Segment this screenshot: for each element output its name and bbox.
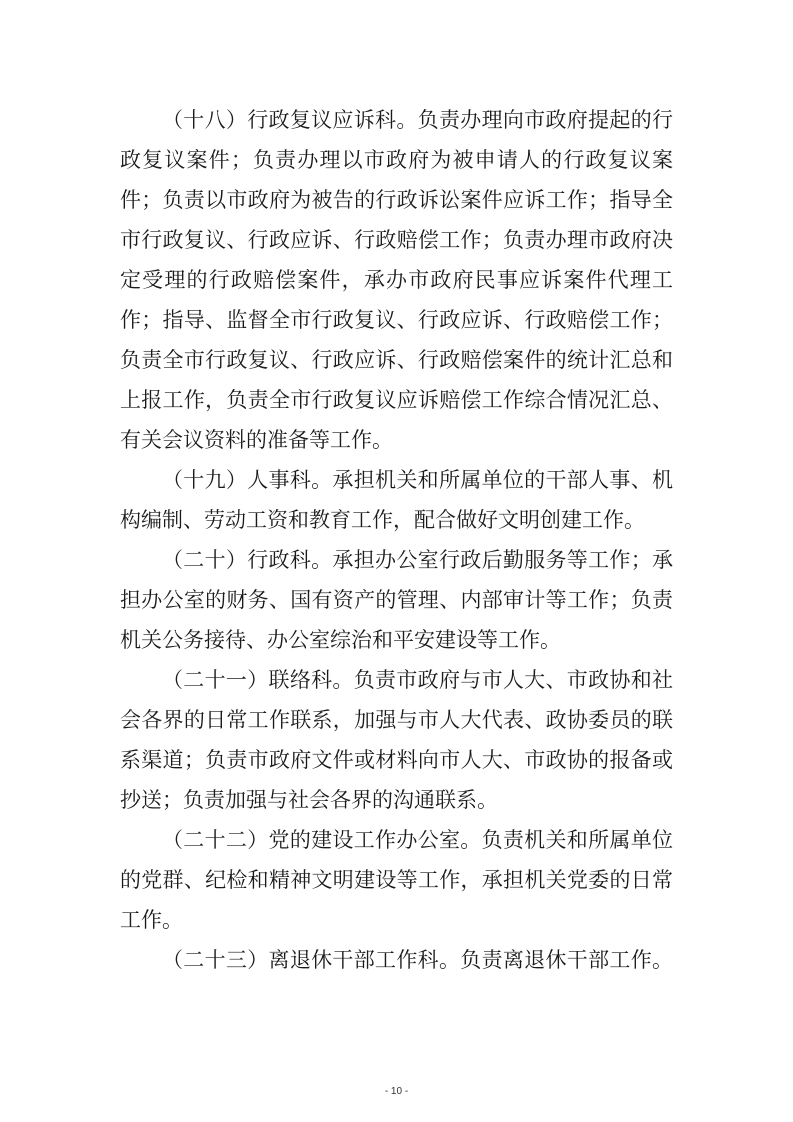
paragraph-18-line-2: 政复议案件；负责办理以市政府为被申请人的行政复议案: [120, 148, 673, 172]
paragraph-18-line-6: 作；指导、监督全市行政复议、行政应诉、行政赔偿工作；: [120, 308, 673, 332]
paragraph-21-line-4: 抄送；负责加强与社会各界的沟通联系。: [120, 788, 498, 812]
paragraph-20-line-1: （二十）行政科。承担办公室行政后勤服务等工作；承: [162, 548, 673, 572]
paragraph-18-line-5: 定受理的行政赔偿案件，承办市政府民事应诉案件代理工: [120, 268, 673, 292]
page-number: - 10 -: [384, 1086, 409, 1097]
paragraph-18-line-3: 件；负责以市政府为被告的行政诉讼案件应诉工作；指导全: [120, 188, 673, 212]
paragraph-19-line-2: 构编制、劳动工资和教育工作，配合做好文明创建工作。: [120, 508, 645, 532]
paragraph-21-line-3: 系渠道；负责市政府文件或材料向市人大、市政协的报备或: [120, 748, 673, 772]
paragraph-18-line-7: 负责全市行政复议、行政应诉、行政赔偿案件的统计汇总和: [120, 348, 673, 372]
paragraph-21-line-1: （二十一）联络科。负责市政府与市人大、市政协和社: [162, 668, 673, 692]
paragraph-18-line-8: 上报工作，负责全市行政复议应诉赔偿工作综合情况汇总、: [120, 388, 673, 412]
paragraph-18-line-4: 市行政复议、行政应诉、行政赔偿工作；负责办理市政府决: [120, 228, 673, 252]
paragraph-18-line-9: 有关会议资料的准备等工作。: [120, 428, 393, 452]
paragraph-23-line-1: （二十三）离退休干部工作科。负责离退休干部工作。: [162, 948, 673, 972]
paragraph-21-line-2: 会各界的日常工作联系，加强与市人大代表、政协委员的联: [120, 708, 673, 732]
paragraph-20-line-2: 担办公室的财务、国有资产的管理、内部审计等工作；负责: [120, 588, 673, 612]
paragraph-19-line-1: （十九）人事科。承担机关和所属单位的干部人事、机: [162, 468, 673, 492]
paragraph-22-line-2: 的党群、纪检和精神文明建设等工作，承担机关党委的日常: [120, 868, 673, 892]
paragraph-22-line-3: 工作。: [120, 908, 183, 932]
paragraph-20-line-3: 机关公务接待、办公室综治和平安建设等工作。: [120, 628, 561, 652]
paragraph-22-line-1: （二十二）党的建设工作办公室。负责机关和所属单位: [162, 828, 673, 852]
paragraph-18-line-1: （十八）行政复议应诉科。负责办理向市政府提起的行: [162, 108, 673, 132]
